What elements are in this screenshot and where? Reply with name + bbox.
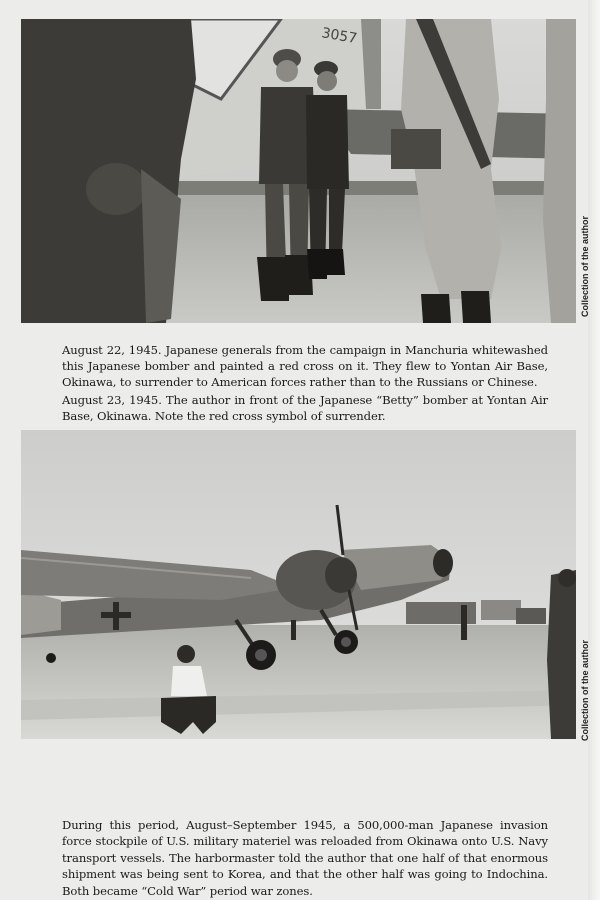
generals-photo-image (21, 19, 576, 323)
betty-bomber-photo (21, 430, 576, 739)
caption-betty-bomber: August 23, 1945. The author in front of the Japanese “Betty” bomber at Yontan Air Base, Okinawa. Note the red cross symbol of surrender. (62, 392, 548, 423)
body-paragraph: During this period, August–September 1945, a 500,000-man Japanese invasion force stockpile of U.S. military materiel was reloaded from Okinawa onto U.S. Navy transport vessels. The harbormaster told the author that one half of that enormous shipment was being sent to Korea, and that the other half was going to Indochina. Both became “Cold War” period war zones. (62, 817, 548, 898)
photo-credit-1-text: Collection of the author (580, 216, 590, 317)
photo-credit-2-text: Collection of the author (580, 640, 590, 741)
photo-credit-1 (580, 216, 594, 427)
betty-bomber-photo-image (21, 430, 576, 739)
photo-credit-2 (580, 640, 594, 851)
generals-photo (21, 19, 576, 323)
aircraft-marking: 3057 (320, 25, 359, 48)
caption-generals: August 22, 1945. Japanese generals from the campaign in Manchuria whitewashed this Japanese bomber and painted a red cross on it. They flew to Yontan Air Base, Okinawa, to surrender to American forces rather than to the Russians or Chinese. (62, 342, 548, 389)
